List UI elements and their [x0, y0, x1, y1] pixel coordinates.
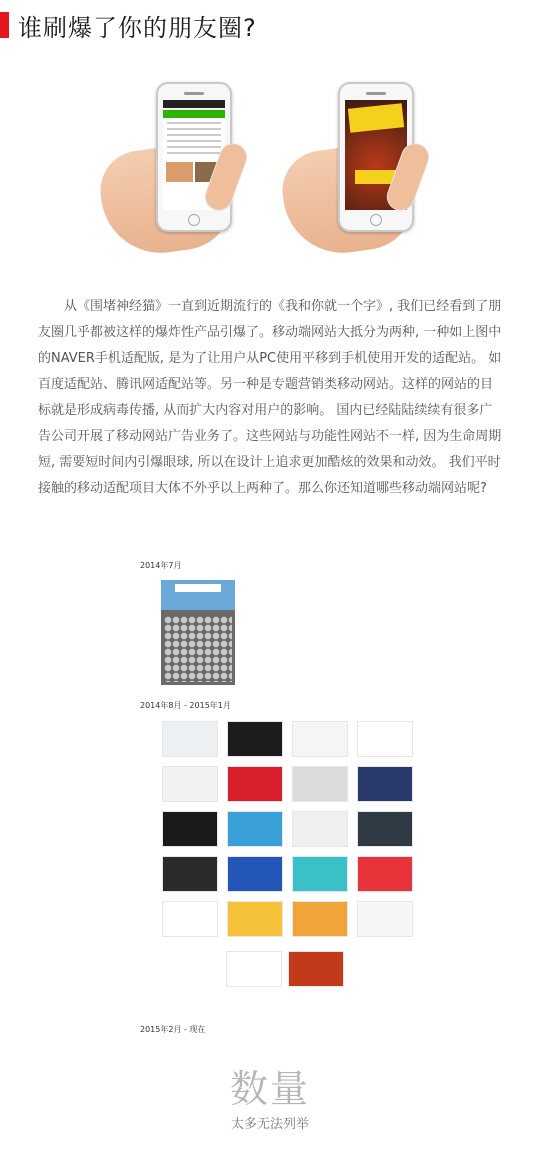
project-thumbnail: [357, 811, 413, 847]
timeline-label-2014-07: 2014年7月: [140, 561, 182, 570]
phone-image-poster: [284, 82, 434, 252]
project-thumbnail: [226, 951, 282, 987]
project-thumbnail: [357, 856, 413, 892]
project-thumbnail: [227, 811, 283, 847]
project-thumbnail: [292, 721, 348, 757]
article-paragraph: 从《围堵神经猫》一直到近期流行的《我和你就一个字》, 我们已经看到了朋友圈几乎都被这样的爆炸性产品引爆了。移动端网站大抵分为两种, 一种如上图中的NAVER手机适配版, 是为了让用户从PC使用平移到手机使用开发的适配站。 如百度适配站、腾讯网适配站等。另一种是专题营销类移动网站。这样的网站的目标就是形成病毒传播, 从而扩大内容对用户的影响。 国内已经陆陆续续有很多广告公司开展了移动网站广告业务了。这些网站与功能性网站不一样, 因为生命周期短, 需要短时间内引爆眼球, 所以在设计上追求更加酷炫的效果和动效。 我们平时接触的移动适配项目大体不外乎以上两种了。那么你还知道哪些移动端网站呢?: [38, 299, 502, 496]
project-thumbnail: [227, 856, 283, 892]
project-thumbnail: [288, 951, 344, 987]
project-thumbnail: [292, 811, 348, 847]
project-thumbnail: [227, 766, 283, 802]
project-thumbnail: [162, 766, 218, 802]
project-thumbnail: [162, 901, 218, 937]
project-thumbnail: [162, 721, 218, 757]
timeline-label-2015-02: 2015年2月 - 现在: [140, 1025, 206, 1034]
count-heading: 数量: [229, 1067, 310, 1111]
phone-image-naver: [102, 82, 252, 252]
page-title: 谁刷爆了你的朋友圈?: [18, 14, 257, 42]
project-thumbnail: [357, 766, 413, 802]
game-thumbnail: [161, 580, 235, 685]
timeline-label-2014-08: 2014年8月 - 2015年1月: [140, 701, 231, 710]
project-thumbnail: [357, 901, 413, 937]
project-thumbnail: [357, 721, 413, 757]
project-thumbnail: [292, 856, 348, 892]
project-thumbnail: [162, 811, 218, 847]
project-thumbnail: [227, 901, 283, 937]
count-subtext: 太多无法列举: [230, 1117, 309, 1132]
project-thumbnail: [292, 901, 348, 937]
project-thumbnail: [292, 766, 348, 802]
project-thumbnail: [162, 856, 218, 892]
title-accent-bar: [0, 12, 9, 38]
project-thumbnail: [227, 721, 283, 757]
